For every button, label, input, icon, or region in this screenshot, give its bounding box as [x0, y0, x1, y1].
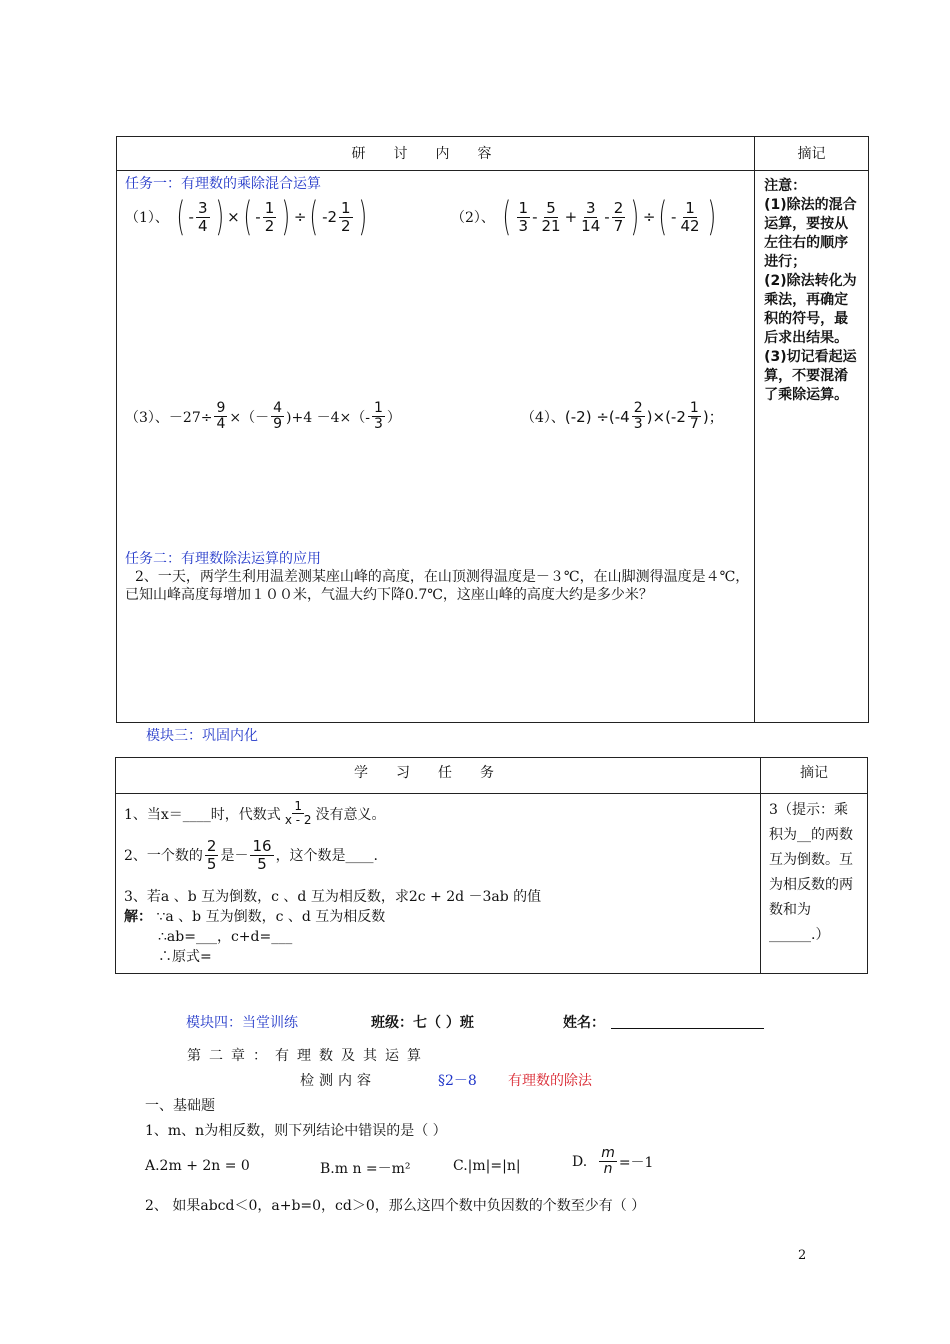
question-2-text: 2、一个数的 [124, 848, 203, 864]
problem-1-label: （1）、 [125, 210, 169, 226]
note-title: 注意： [764, 178, 807, 194]
basic-question-2: 2、 如果abcd＜0，a+b=0，cd＞0，那么这四个数中负因数的个数至少有（ ） [145, 1198, 646, 1214]
module3-title: 模块三：巩固内化 [146, 728, 258, 744]
problem-2: （2）、 ( $\frac{1}{3}$ - $\frac{5}{21}$ + $\frac{3}{14}$ - $\frac{2}{7}$ ) ÷ ( - $\frac{1}{42}$ ) [451, 194, 716, 240]
task2-text: 2、一天，两学生利用温差测某座山峰的高度，在山顶测得温度是－３℃，在山脚测得温度是４℃，已知山峰高度每增加１００米，气温大约下降0.7℃，这座山峰的高度大约是多少米？ [125, 569, 750, 603]
problem-4-part-c: )； [702, 408, 724, 427]
problem-4-label: （4）、 [521, 409, 565, 426]
problem-4-part-a: (-2) ÷(-4 [564, 407, 630, 426]
basic-heading: 一、基础题 [145, 1098, 215, 1114]
solution-line-2: ∴ab=___，c+d=___ [158, 929, 293, 945]
name-label: 姓名： [563, 1015, 605, 1031]
option-d-tail: =－1 [618, 1154, 654, 1171]
problem-4: （4）、 (-2) ÷(-4 $\frac{2}{3}$ )×(-2 $\frac{1}{7}$ )； [521, 400, 724, 433]
question-1 [124, 800, 386, 827]
table1-header-main: 研讨内容 [117, 137, 755, 171]
table2-header-note: 摘记 [761, 758, 868, 794]
note-1: (1)除法的混合运算，要按从左往右的顺序进行； [764, 197, 857, 270]
problem-3-part-c: )+4 －4×（- [286, 409, 370, 426]
problem-3-part-a: －27÷ [168, 409, 213, 426]
solution-text-1: ∵a 、b 互为倒数，c 、d 互为相反数 [156, 909, 386, 925]
question-1-frac-den: x - 2 [284, 813, 312, 828]
question-2-mid: 是－ [220, 848, 249, 864]
problem-3-label: （3）、 [125, 409, 169, 426]
section-code: §2－8 [438, 1073, 477, 1089]
option-d-label: D. [572, 1153, 588, 1170]
question-2: 2、一个数的 $\frac{2}{5}$ 是－ $\frac{16}{5}$ ，这个数是____. [124, 837, 379, 873]
module4-title: 模块四：当堂训练 [186, 1015, 298, 1031]
table1-header-note: 摘记 [755, 137, 869, 171]
problem-3-part-d: ） [386, 409, 401, 426]
table2-note [761, 794, 868, 974]
learning-table [115, 757, 868, 974]
task1-title: 任务一：有理数的乘除混合运算 [125, 176, 321, 192]
section-title: 有理数的除法 [508, 1073, 592, 1089]
table1-notes [755, 171, 869, 723]
option-d: D. $\frac{m}{n}$ =－1 [572, 1145, 654, 1178]
note-3: (3)切记看起运算，不要混淆了乘除运算。 [764, 349, 857, 403]
question-3: 3、若a 、b 互为倒数，c 、d 互为相反数，求2c + 2d －3ab 的值 [124, 889, 542, 905]
task2-title: 任务二：有理数除法运算的应用 [125, 551, 321, 567]
chapter-title: 第二章：有理数及其运算 [187, 1048, 429, 1064]
check-label: 检测内容 [300, 1073, 376, 1089]
problem-2-label: （2）、 [451, 210, 495, 226]
question-1-tail: 没有意义。 [315, 806, 386, 823]
solution-line-1 [124, 906, 385, 926]
table1-body [117, 171, 755, 723]
option-c: C.|m|=|n| [453, 1158, 521, 1174]
solution-label: 解： [124, 909, 152, 925]
page-number: 2 [798, 1248, 807, 1263]
problem-1: （1）、 ( - $\frac{3}{4}$ ) × ( - $\frac{1}{2}$ ) ÷ ( -2 $\frac{1}{2}$ ) [125, 194, 367, 240]
question-2-tail: ，这个数是____. [275, 848, 379, 864]
table2-body [116, 794, 761, 974]
option-b: B.m n =－m² [320, 1161, 411, 1177]
table2-note-text: 3（提示：乘积为__的两数互为倒数。互为相反数的两数和为______.） [769, 802, 854, 943]
class-label: 班级：七（ ）班 [371, 1015, 474, 1031]
solution-line-3: ∴原式= [158, 949, 212, 965]
basic-question-1: 1、m、n为相反数，则下列结论中错误的是（ ） [145, 1123, 447, 1139]
discussion-table [116, 136, 869, 723]
question-1-frac-num: 1 [294, 799, 302, 813]
problem-3: （3）、 －27÷ $\frac{9}{4}$ ×（－ $\frac{4}{9}$ )+4 －4×（- $\frac{1}{3}$ ） [125, 400, 401, 433]
problem-3-part-b: ×（－ [229, 409, 270, 426]
name-blank-line [611, 1028, 764, 1029]
question-1-text: 1、当x＝____时，代数式 [124, 806, 281, 823]
option-a: A.2m + 2n = 0 [145, 1158, 250, 1174]
table2-header-main: 学习任务 [116, 758, 761, 794]
problem-4-part-b: )×(-2 [646, 407, 686, 426]
note-2: (2)除法转化为乘法，再确定积的符号，最后求出结果。 [764, 273, 857, 346]
